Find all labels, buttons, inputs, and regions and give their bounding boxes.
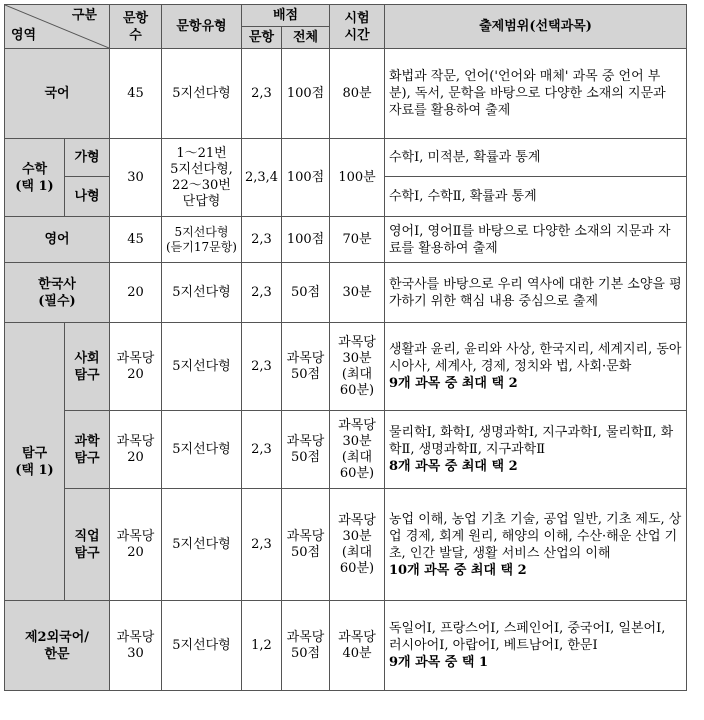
- row-inquiry-vocational: [5, 489, 687, 601]
- header-score-total: 전체: [282, 27, 330, 49]
- history-type: 5지선다형: [162, 263, 242, 323]
- science-scope-highlight: 8개 과목 중 최대 택 2: [389, 459, 518, 474]
- foreign-count: 과목당 30: [110, 601, 162, 691]
- foreign-time: 과목당 40분: [330, 601, 385, 691]
- korean-each: 2,3: [242, 49, 282, 139]
- social-total: 과목당 50점: [282, 323, 330, 411]
- history-time: 30분: [330, 263, 385, 323]
- header-area: 영역: [11, 28, 37, 43]
- row-inquiry-social: [5, 323, 687, 411]
- english-name: 영어: [5, 217, 110, 263]
- english-scope: 영어Ⅰ, 영어Ⅱ를 바탕으로 다양한 소재의 지문과 자료를 활용하여 출제: [385, 217, 687, 263]
- vocational-count: 과목당 20: [110, 489, 162, 601]
- science-time: 과목당 30분 (최대 60분): [330, 411, 385, 489]
- korean-total: 100점: [282, 49, 330, 139]
- science-each: 2,3: [242, 411, 282, 489]
- korean-name: 국어: [5, 49, 110, 139]
- social-scope-cell: [385, 323, 687, 411]
- row-history: [5, 263, 687, 323]
- vocational-scope-cell: [385, 489, 687, 601]
- vocational-total: 과목당 50점: [282, 489, 330, 601]
- history-name: 한국사 (필수): [5, 263, 110, 323]
- foreign-scope: 독일어Ⅰ, 프랑스어Ⅰ, 스페인어Ⅰ, 중국어Ⅰ, 일본어Ⅰ, 러시아어Ⅰ, 아랍어Ⅰ, 베트남어Ⅰ, 한문Ⅰ: [389, 621, 666, 653]
- math-scope-a: 수학Ⅰ, 미적분, 확률과 통계: [385, 139, 687, 177]
- foreign-total: 과목당 50점: [282, 601, 330, 691]
- social-scope: 생활과 윤리, 윤리와 사상, 한국지리, 세계지리, 동아시아사, 세계사, 경제, 정치와 법, 사회·문화: [389, 342, 682, 374]
- history-count: 20: [110, 263, 162, 323]
- math-scope-b: 수학Ⅰ, 수학Ⅱ, 확률과 통계: [385, 177, 687, 217]
- header-num-questions: 문항 수: [110, 5, 162, 49]
- math-total: 100점: [282, 139, 330, 217]
- social-type: 5지선다형: [162, 323, 242, 411]
- korean-scope: 화법과 작문, 언어('언어와 매체' 과목 중 언어 부분), 독서, 문학을 바탕으로 다양한 소재의 지문과 자료를 활용하여 출제: [385, 49, 687, 139]
- vocational-scope-highlight: 10개 과목 중 최대 택 2: [389, 562, 527, 578]
- header-score: 배점: [242, 5, 330, 27]
- english-each: 2,3: [242, 217, 282, 263]
- row-foreign: [5, 601, 687, 691]
- vocational-each: 2,3: [242, 489, 282, 601]
- math-sub-b: 나형: [65, 177, 110, 217]
- social-scope-highlight: 9개 과목 중 최대 택 2: [389, 376, 518, 391]
- english-type: 5지선다형 (듣기17문항): [162, 217, 242, 263]
- english-total: 100점: [282, 217, 330, 263]
- math-count: 30: [110, 139, 162, 217]
- math-time: 100분: [330, 139, 385, 217]
- korean-time: 80분: [330, 49, 385, 139]
- header-scope: 출제범위(선택과목): [385, 5, 687, 49]
- science-type: 5지선다형: [162, 411, 242, 489]
- vocational-sub: 직업 탐구: [65, 489, 110, 601]
- header-category: 구분: [71, 8, 97, 23]
- header-row-1: [5, 5, 687, 27]
- header-question-type: 문항유형: [162, 5, 242, 49]
- science-sub: 과학 탐구: [65, 411, 110, 489]
- header-score-each: 문항: [242, 27, 282, 49]
- row-english: [5, 217, 687, 263]
- science-total: 과목당 50점: [282, 411, 330, 489]
- row-math-a: [5, 139, 687, 177]
- science-scope: 물리학Ⅰ, 화학Ⅰ, 생명과학Ⅰ, 지구과학Ⅰ, 물리학Ⅱ, 화학Ⅱ, 생명과학Ⅱ, 지구과학Ⅱ: [389, 425, 674, 457]
- korean-type: 5지선다형: [162, 49, 242, 139]
- history-total: 50점: [282, 263, 330, 323]
- math-sub-a: 가형: [65, 139, 110, 177]
- math-name: 수학 (택 1): [5, 139, 65, 217]
- math-type: 1～21번 5지선다형, 22～30번 단답형: [162, 139, 242, 217]
- social-count: 과목당 20: [110, 323, 162, 411]
- english-time: 70분: [330, 217, 385, 263]
- vocational-scope: 농업 이해, 농업 기초 기술, 공업 일반, 기초 제도, 상업 경제, 회계 원리, 해양의 이해, 수산·해운 산업 기초, 인간 발달, 생활 서비스 산업의 이해: [389, 511, 682, 561]
- social-time: 과목당 30분 (최대 60분): [330, 323, 385, 411]
- science-scope-cell: [385, 411, 687, 489]
- english-count: 45: [110, 217, 162, 263]
- foreign-each: 1,2: [242, 601, 282, 691]
- exam-structure-table: [4, 4, 687, 691]
- foreign-name: 제2외국어/ 한문: [5, 601, 110, 691]
- vocational-type: 5지선다형: [162, 489, 242, 601]
- korean-count: 45: [110, 49, 162, 139]
- row-korean: [5, 49, 687, 139]
- header-area-category-cell: [5, 5, 110, 49]
- science-count: 과목당 20: [110, 411, 162, 489]
- row-inquiry-science: [5, 411, 687, 489]
- history-each: 2,3: [242, 263, 282, 323]
- history-scope: 한국사를 바탕으로 우리 역사에 대한 기본 소양을 평가하기 위한 핵심 내용 중심으로 출제: [385, 263, 687, 323]
- header-exam-time: 시험 시간: [330, 5, 385, 49]
- foreign-type: 5지선다형: [162, 601, 242, 691]
- inquiry-name: 탐구 (택 1): [5, 323, 65, 601]
- social-each: 2,3: [242, 323, 282, 411]
- social-sub: 사회 탐구: [65, 323, 110, 411]
- foreign-scope-cell: [385, 601, 687, 691]
- vocational-time: 과목당 30분 (최대 60분): [330, 489, 385, 601]
- foreign-scope-highlight: 9개 과목 중 택 1: [389, 655, 488, 670]
- math-each: 2,3,4: [242, 139, 282, 217]
